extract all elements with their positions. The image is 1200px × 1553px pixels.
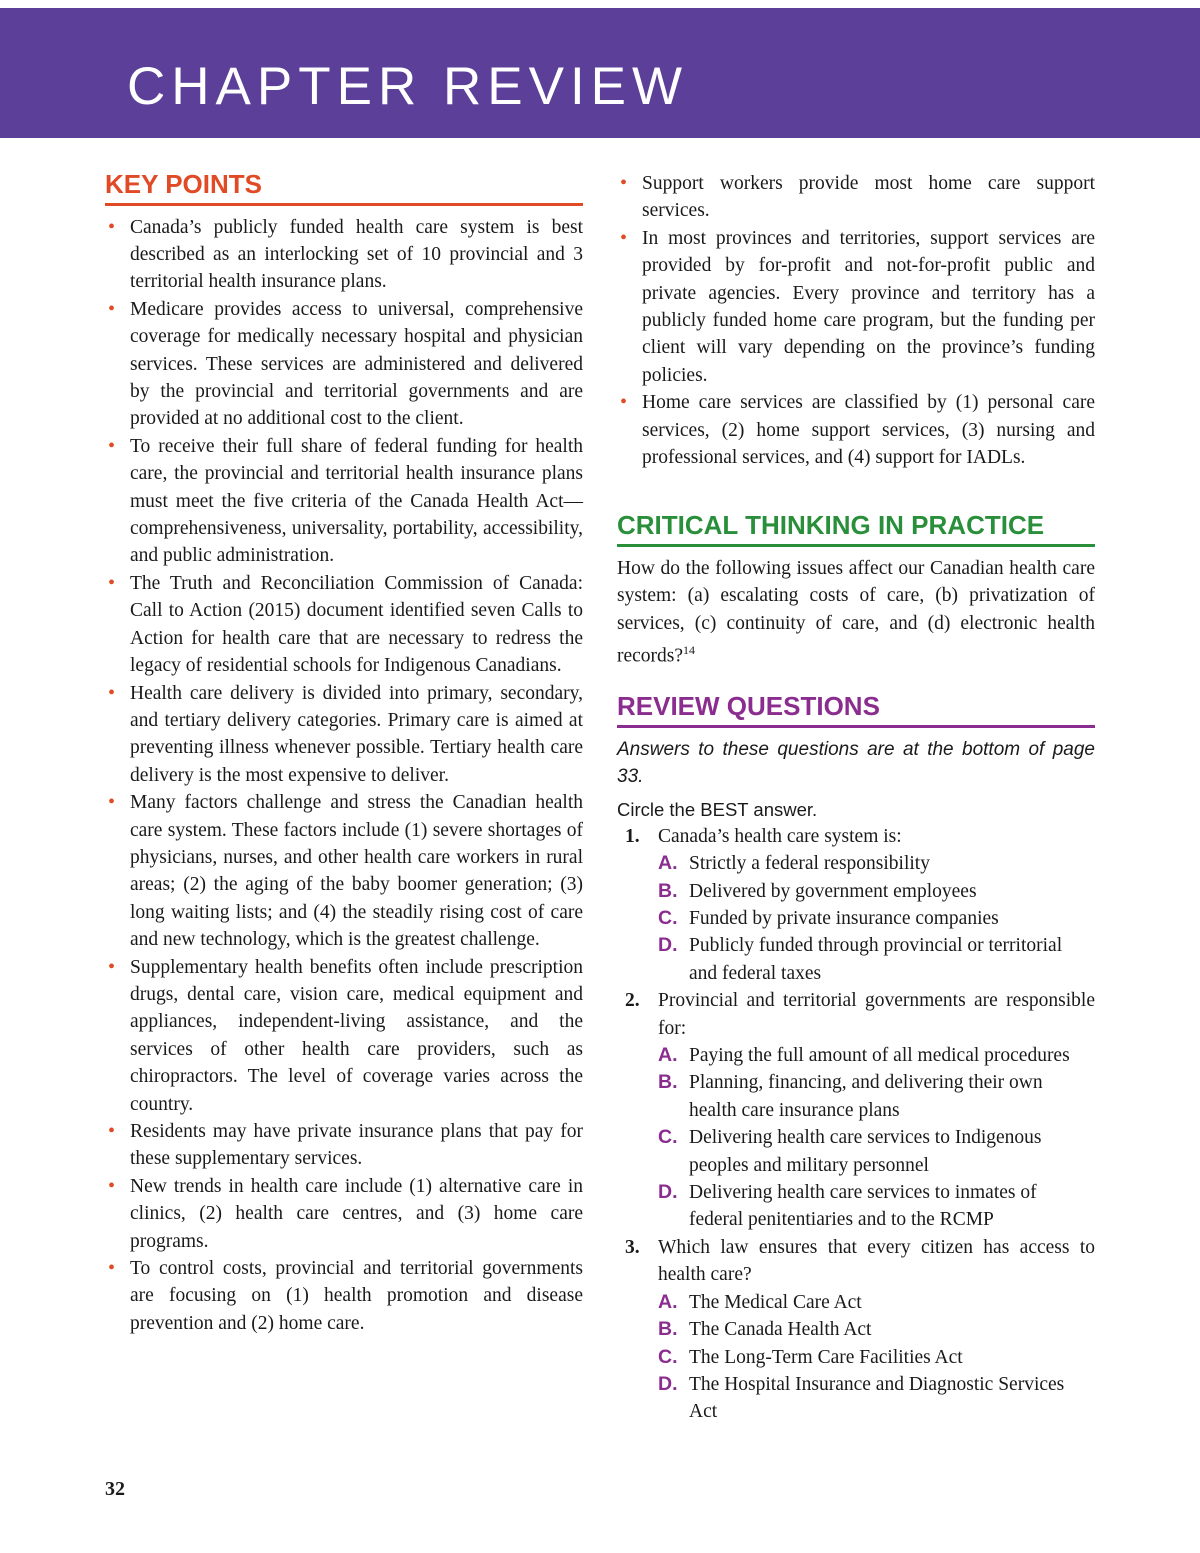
question-text: Provincial and territorial governments are responsible for:	[658, 990, 1095, 1039]
bullet-icon: •	[108, 571, 116, 594]
key-points-list-continued	[617, 170, 1095, 471]
bullet-icon: •	[108, 297, 116, 320]
question-1	[617, 823, 1095, 987]
list-item: • Residents may have private insurance plans that pay for these supplementary services.	[108, 1120, 583, 1170]
bullet-icon: •	[108, 1174, 116, 1197]
list-item: • New trends in health care include (1) alternative care in clinics, (2) health care centres, and (3) home care programs.	[108, 1174, 583, 1252]
list-item: • To receive their full share of federal funding for health care, the provincial and territorial health insurance plans must meet the five criteria of the Canada Health Act—comprehensiveness, universality, portability, accessibility, and public administration.	[108, 434, 583, 567]
bullet-icon: •	[108, 955, 116, 978]
answer-option[interactable]: D. Delivering health care services to inmates of federal penitentiaries and to the RCMP	[658, 1181, 1037, 1231]
question-text: Canada’s health care system is:	[658, 825, 902, 847]
question-2	[617, 987, 1095, 1234]
list-item: • Home care services are classified by (1) personal care services, (2) home support services, (3) nursing and professional services, and (4) support for IADLs.	[620, 391, 1095, 469]
answer-option[interactable]: C. The Long-Term Care Facilities Act	[658, 1345, 963, 1368]
answer-option[interactable]: D. The Hospital Insurance and Diagnostic Services Act	[658, 1372, 1065, 1423]
list-item: • Health care delivery is divided into primary, secondary, and tertiary delivery categories. Primary care is aimed at preventing illness whenever possible. Tertiary health care delivery is the most expensive to deliver.	[108, 681, 583, 786]
list-item: • To control costs, provincial and territorial governments are focusing on (1) health promotion and disease prevention and (2) home care.	[108, 1257, 583, 1334]
answer-option[interactable]: A. Paying the full amount of all medical procedures	[658, 1044, 1070, 1067]
answer-option[interactable]: C. Delivering health care services to Indigenous peoples and military personnel	[658, 1126, 1042, 1176]
critical-thinking-body: How do the following issues affect our Canadian health care system: (a) escalating costs of care, (b) privatization of services, (c) continuity of care, and (d) electronic health records?$^{14}$	[617, 558, 1095, 667]
bullet-icon: •	[108, 681, 116, 704]
review-questions-intro: Answers to these questions are at the bottom of page 33.	[617, 738, 1095, 787]
chapter-title: CHAPTER REVIEW	[127, 57, 689, 116]
answer-option[interactable]: A. The Medical Care Act	[658, 1290, 862, 1313]
list-item: • Medicare provides access to universal, comprehensive coverage for medically necessary hospital and physician services. These services are administered and delivered by the provincial and territorial governments and are provided at no additional cost to the client.	[108, 297, 583, 430]
question-number: 2.	[625, 990, 640, 1012]
bullet-icon: •	[108, 434, 116, 457]
question-text: Which law ensures that every citizen has access to health care?	[658, 1236, 1095, 1286]
bullet-icon: •	[620, 226, 628, 249]
question-3	[617, 1234, 1095, 1426]
bullet-icon: •	[108, 1120, 116, 1142]
answer-option[interactable]: C. Funded by private insurance companies	[658, 907, 999, 929]
footnote-ref: 14	[683, 643, 696, 658]
bullet-icon: •	[620, 391, 628, 414]
critical-thinking-heading: CRITICAL THINKING IN PRACTICE	[617, 511, 1095, 547]
answer-option[interactable]: B. The Canada Health Act	[658, 1318, 872, 1341]
list-item: • Canada’s publicly funded health care system is best described as an interlocking set of 10 provincial and 3 territorial health insurance plans.	[108, 215, 583, 293]
answer-option[interactable]: A. Strictly a federal responsibility	[658, 852, 930, 875]
answer-option[interactable]: B. Planning, financing, and delivering their own health care insurance plans	[658, 1071, 1043, 1121]
question-number: 1.	[625, 825, 640, 847]
key-points-heading: KEY POINTS	[105, 170, 583, 206]
chapter-header-band	[0, 8, 1200, 138]
answer-option[interactable]: D. Publicly funded through provincial or territorial and federal taxes	[658, 934, 1063, 984]
review-questions-instruction: Circle the BEST answer.	[617, 798, 818, 820]
list-item: • Many factors challenge and stress the Canadian health care system. These factors include (1) severe shortages of physicians, nurses, and other health care workers in rural areas; (2) the aging of the baby boomer generation; (3) long waiting lists; and (4) the steadily rising cost of care and new technology, which is the greatest challenge.	[108, 791, 583, 951]
key-points-list	[105, 214, 583, 1338]
page-number: 32	[105, 1478, 125, 1500]
list-item: • Supplementary health benefits often include prescription drugs, dental care, vision care, medical equipment and appliances, independent-living assistance, and the services of other health care providers, such as chiropractors. The level of coverage varies across the country.	[108, 955, 583, 1115]
bullet-icon: •	[108, 791, 116, 814]
question-number: 3.	[625, 1236, 640, 1258]
bullet-icon: •	[620, 172, 628, 194]
review-questions-heading: REVIEW QUESTIONS	[617, 692, 1095, 728]
answer-option[interactable]: B. Delivered by government employees	[658, 879, 977, 902]
list-item: • In most provinces and territories, support services are provided by for-profit and not-for-profit public and private agencies. Every province and territory has a publicly funded home care program, but the funding per client will vary depending on the province’s funding policies.	[620, 226, 1095, 386]
list-item: • The Truth and Reconciliation Commission of Canada: Call to Action (2015) document identified seven Calls to Action for health care that are necessary to redress the legacy of residential schools for Indigenous Canadians.	[108, 571, 583, 677]
left-column	[105, 170, 583, 1337]
bullet-icon: •	[108, 215, 116, 238]
bullet-icon: •	[108, 1257, 116, 1280]
right-column	[617, 170, 1095, 1426]
list-item: • Support workers provide most home care support services.	[620, 172, 1095, 222]
